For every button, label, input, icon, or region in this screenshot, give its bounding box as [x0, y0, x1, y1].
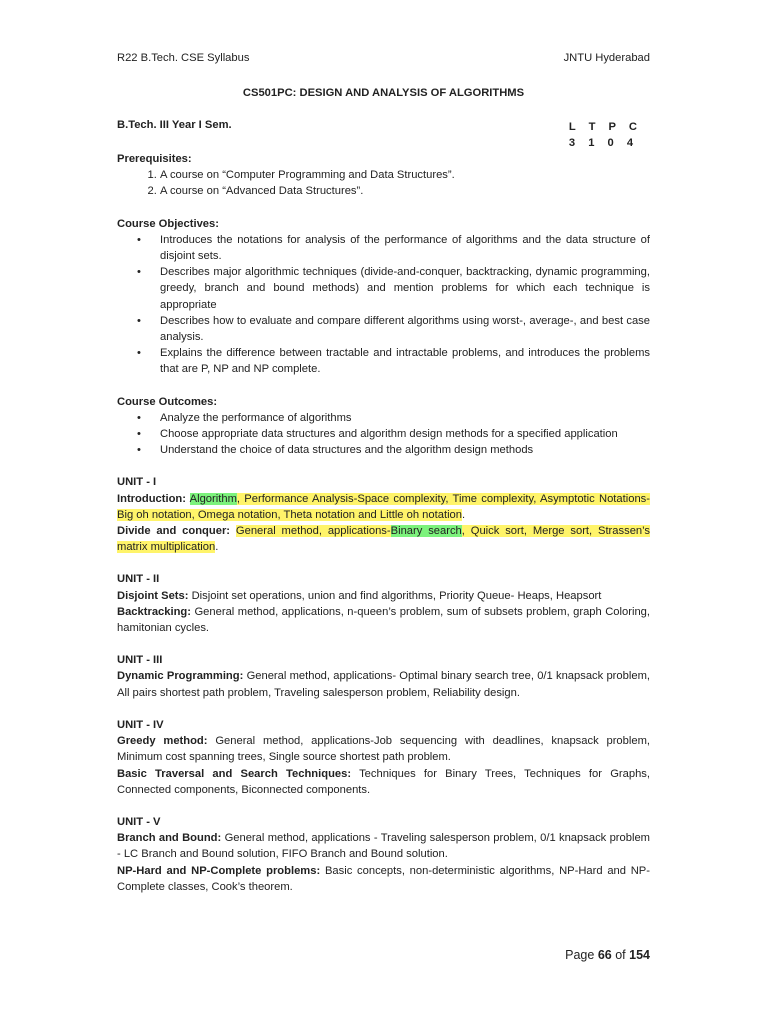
unit-4-title: UNIT - IV [117, 718, 164, 731]
list-item: 2. A course on “Advanced Data Structures”. [160, 183, 650, 199]
unit-1-introduction [117, 491, 650, 523]
topic-label: Disjoint Sets: [117, 589, 189, 602]
unit-1-divide-conquer [117, 523, 650, 555]
highlight-green: Algorithm [189, 492, 237, 505]
syllabus-content [117, 151, 650, 895]
topic-label: Divide and conquer: [117, 525, 231, 538]
header-right: JNTU Hyderabad [563, 52, 650, 64]
topic-text: General method, applications, n-queen’s problem, sum of subsets problem, graph Coloring, hamitonian cycles. [117, 605, 650, 635]
topic-label: NP-Hard and NP-Complete problems: [117, 864, 321, 877]
unit-2-disjoint-sets [117, 588, 650, 604]
unit-4-greedy [117, 733, 650, 765]
outcomes-heading: Course Outcomes: [117, 395, 218, 408]
highlight-green: Binary search [390, 525, 462, 538]
total-pages: 154 [629, 948, 650, 962]
topic-text: General method, applications- Optimal binary search tree, 0/1 knapsack problem, All pairs shortest path problem, Traveling salesperson problem, Reliability design. [117, 670, 650, 699]
objectives-heading: Course Objectives: [117, 217, 219, 230]
prerequisites-list [117, 167, 650, 199]
list-item: • Describes major algorithmic techniques (divide-and-conquer, backtracking, dynamic programming, greedy, branch and bound methods) and mention problems for which each technique is appropriate [117, 264, 650, 313]
topic-text: General method, applications - Traveling salesperson problem, 0/1 knapsack problem - LC Branch and Bound solution, FIFO Branch and Bound solution. [117, 832, 650, 861]
topic-text: General method, applications-Job sequencing with deadlines, knapsack problem, Minimum cost spanning trees, Single source shortest path problem. [117, 735, 651, 764]
current-page: 66 [597, 948, 612, 962]
topic-label: Branch and Bound: [117, 832, 222, 845]
page-number [565, 948, 650, 962]
topic-text: Basic concepts, non-deterministic algorithms, NP-Hard and NP-Complete classes, Cook’s theorem. [117, 864, 650, 893]
list-item: • Introduces the notations for analysis of the performance of algorithms and the data structure of disjoint sets. [117, 232, 650, 264]
highlight-yellow: , Quick sort, Merge sort, Strassen’s matrix multiplication [117, 525, 651, 554]
topic-label: Dynamic Programming: [117, 670, 244, 683]
unit-2-backtracking [117, 604, 650, 636]
objectives-list [117, 232, 650, 378]
header-left: R22 B.Tech. CSE Syllabus [117, 52, 250, 64]
topic-label: Backtracking: [117, 605, 191, 618]
unit-3-title: UNIT - III [117, 654, 163, 667]
list-item: 1. A course on “Computer Programming and Data Structures”. [160, 167, 650, 183]
unit-5-branch-bound [117, 830, 650, 862]
page-header [117, 52, 650, 64]
topic-label: Introduction: [117, 492, 186, 505]
unit-1-title: UNIT - I [117, 476, 157, 489]
ltpc-table [569, 119, 642, 151]
ltpc-labels: L T P C [568, 121, 642, 133]
punct: . [215, 541, 219, 554]
topic-label: Greedy method: [117, 735, 208, 748]
course-title: CS501PC: DESIGN AND ANALYSIS OF ALGORITHMS [242, 87, 525, 99]
list-item: • Describes how to evaluate and compare different algorithms using worst-, average-, and best case analysis. [117, 313, 650, 345]
outcomes-list [117, 410, 650, 459]
topic-label: Basic Traversal and Search Techniques: [117, 767, 352, 780]
semester-row [117, 119, 650, 149]
list-item: • Explains the difference between tractable and intractable problems, and introduces the problems that are P, NP and NP complete. [117, 345, 650, 377]
list-item: • Choose appropriate data structures and algorithm design methods for a specified application [117, 426, 650, 442]
highlight-yellow: General method, applications- [235, 525, 391, 538]
unit-4-traversal [117, 766, 650, 798]
unit-5-np [117, 863, 650, 895]
list-item: • Analyze the performance of algorithms [117, 410, 650, 426]
topic-text: Techniques for Binary Trees, Techniques for Graphs, Connected components, Biconnected components. [117, 767, 650, 796]
highlight-yellow: , Performance Analysis-Space complexity, Time complexity, Asymptotic Notations- Big oh notation, Omega notation, Theta notation and Little oh notation [117, 492, 650, 521]
list-item: • Understand the choice of data structures and the algorithm design methods [117, 442, 650, 458]
of-word: of [615, 948, 626, 962]
prerequisites-heading: Prerequisites: [117, 153, 192, 165]
unit-5-title: UNIT - V [117, 815, 161, 828]
punct: . [462, 508, 466, 521]
semester: B.Tech. III Year I Sem. [117, 119, 232, 131]
ltpc-values: 3 1 0 4 [568, 137, 639, 149]
topic-text: Disjoint set operations, union and find algorithms, Priority Queue- Heaps, Heapsort [191, 589, 602, 602]
unit-2-title: UNIT - II [117, 573, 160, 586]
page-word: Page [565, 948, 595, 962]
unit-3-dynamic-programming [117, 668, 650, 700]
